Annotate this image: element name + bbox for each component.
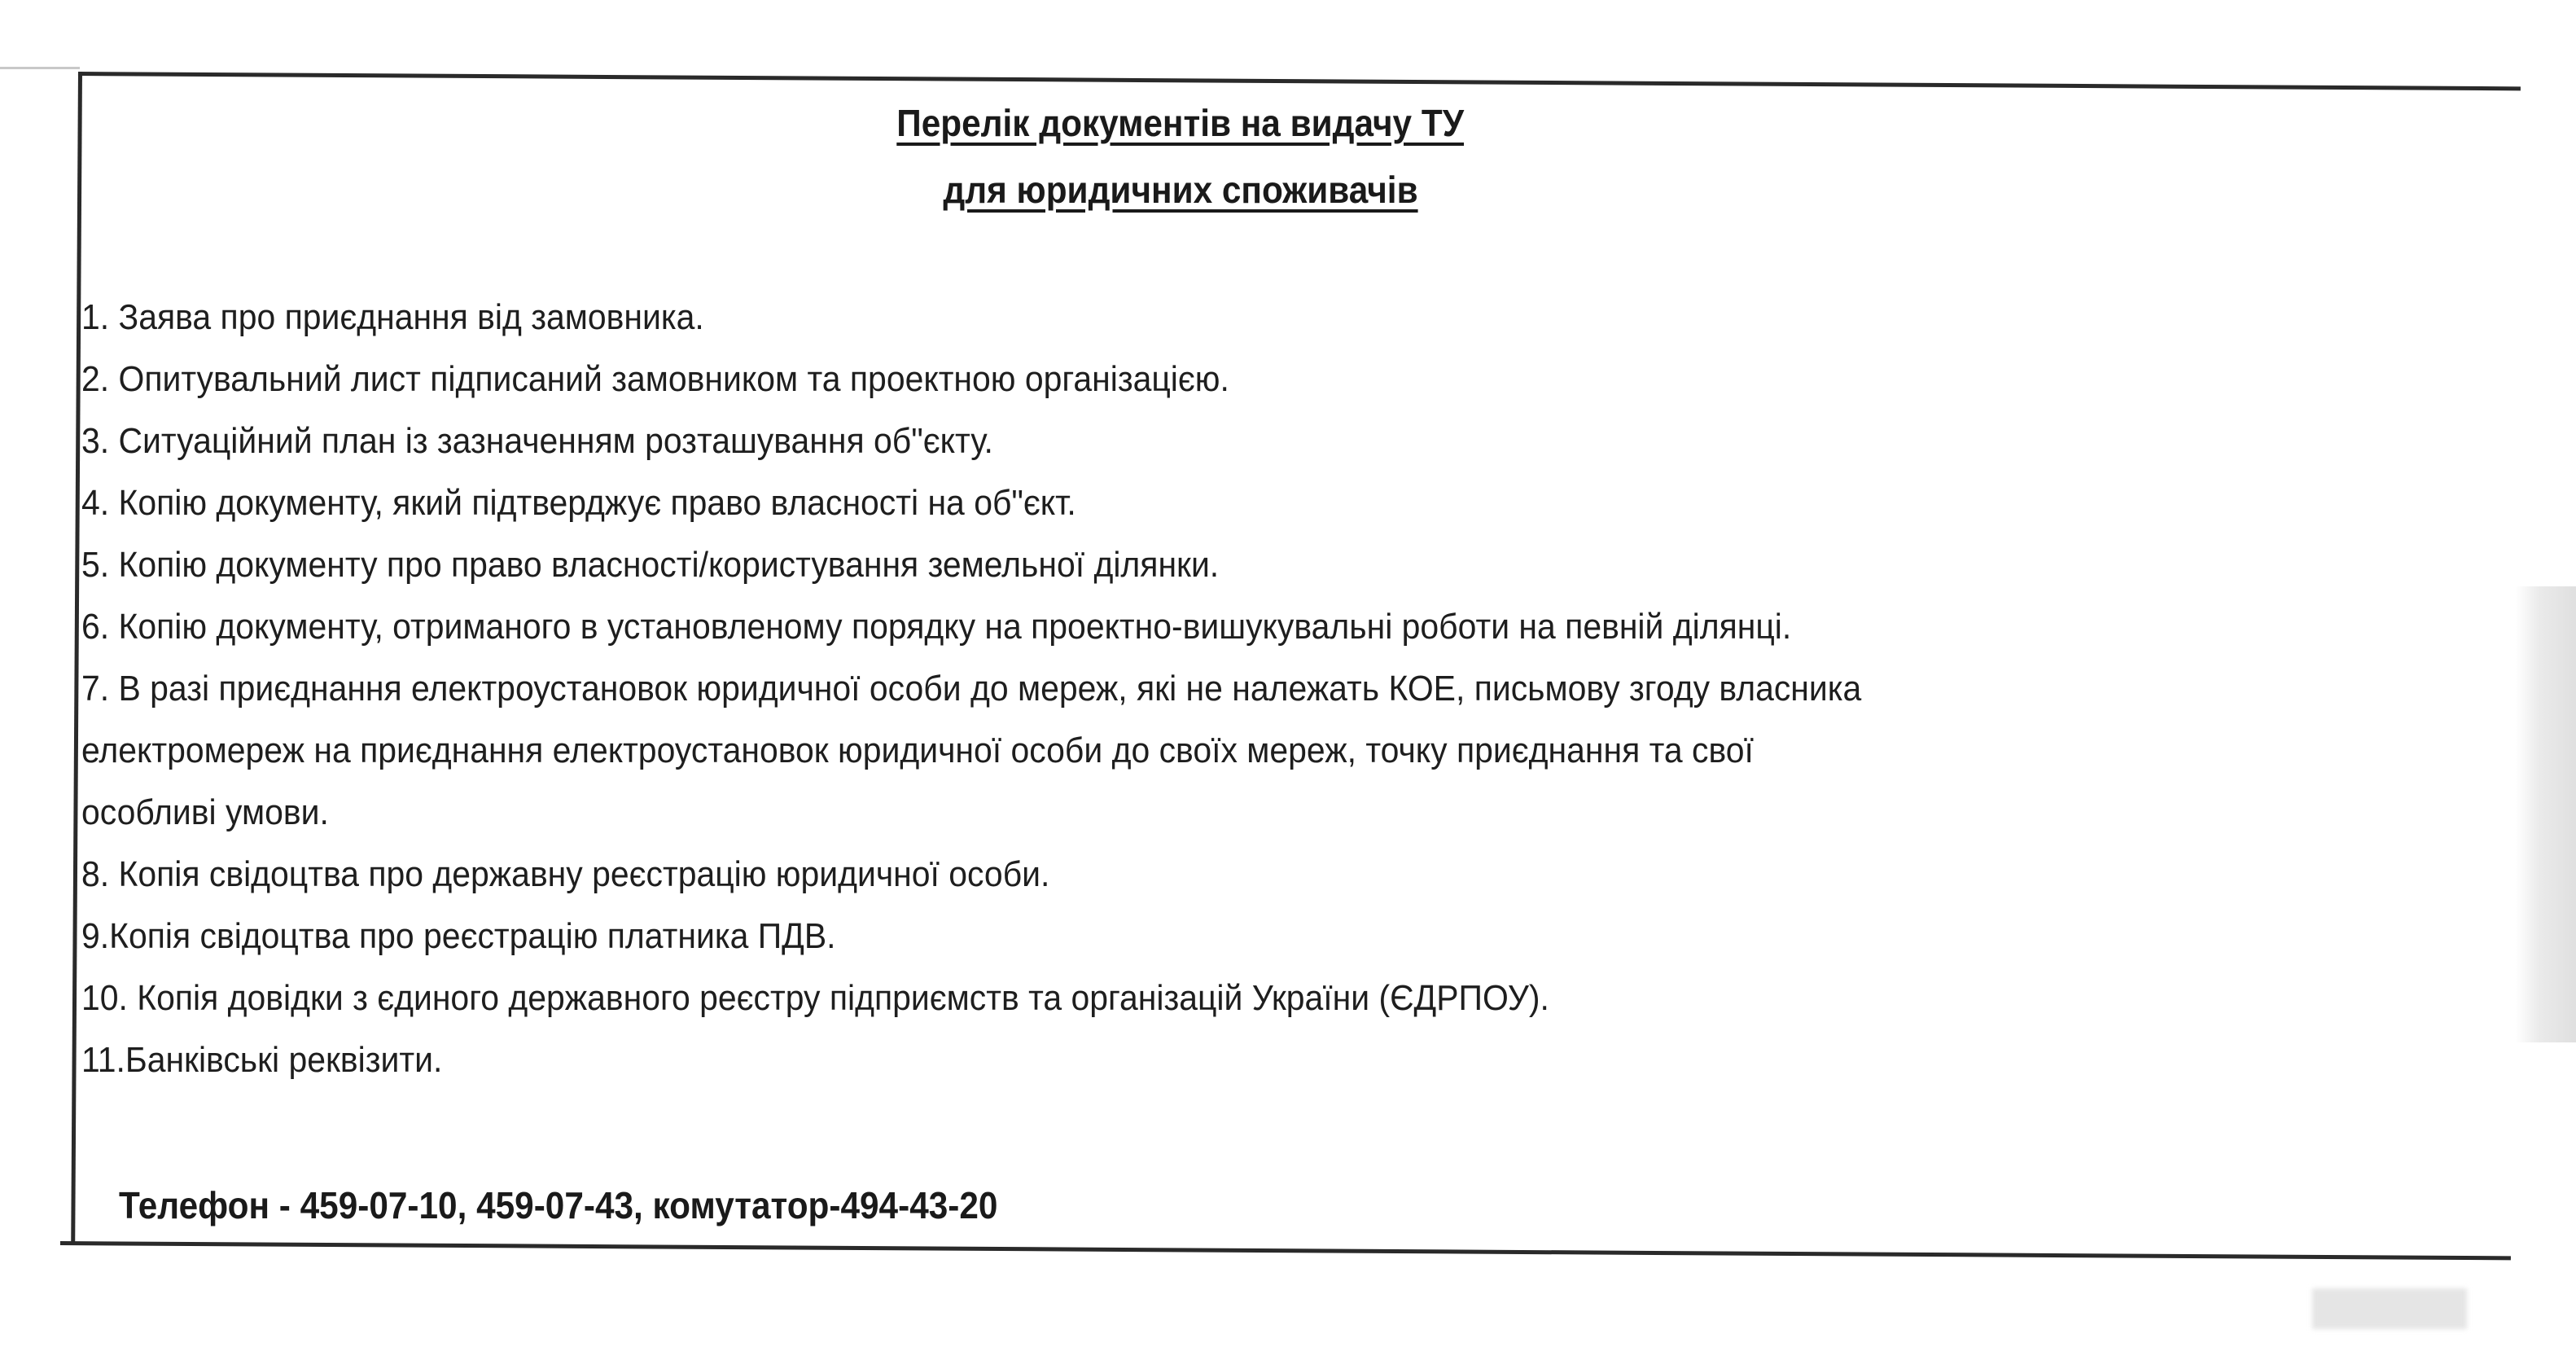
list-item-6: 6. Копію документу, отриманого в установленому порядку на проектно-вишукувальні роботи на певній ділянці.: [81, 607, 1792, 647]
list-item-8: 8. Копія свідоцтва про державну реєстрацію юридичної особи.: [81, 854, 1050, 894]
title-line-2: для юридичних споживачів: [943, 169, 1418, 211]
document-title: [0, 90, 2361, 223]
list-item-1: 1. Заява про приєднання від замовника.: [81, 297, 704, 337]
list-item-5: 5. Копію документу про право власності/користування земельної ділянки.: [81, 545, 1220, 585]
list-item-9: 9.Копія свідоцтва про реєстрацію платника ПДВ.: [81, 916, 836, 956]
list-item-7-line-3: особливі умови.: [81, 792, 329, 832]
document-list: [81, 287, 2491, 1091]
contact-phone-line: Телефон - 459-07-10, 459-07-43, комутатор-494-43-20: [119, 1184, 998, 1226]
scan-edge-line: [0, 67, 80, 69]
list-item-4: 4. Копію документу, який підтверджує право власності на об"єкт.: [81, 483, 1076, 523]
list-item-10: 10. Копія довідки з єдиного державного реєстру підприємств та організацій України (ЄДРПОУ).: [81, 978, 1549, 1018]
list-item-7-line-1: 7. В разі приєднання електроустановок юридичної особи до мереж, які не належать КОЕ, письмову згоду власника: [81, 669, 1862, 709]
list-item-3: 3. Ситуаційний план із зазначенням розташування об"єкту.: [81, 421, 993, 461]
scan-noise: [2516, 586, 2576, 1042]
list-item-7-line-2: електромереж на приєднання електроустановок юридичної особи до своїх мереж, точку приєднання та свої: [81, 731, 1754, 770]
list-item-11: 11.Банківські реквізити.: [81, 1040, 443, 1080]
scan-smudge: [2312, 1288, 2467, 1329]
title-line-1: Перелік документів на видачу ТУ: [896, 102, 1465, 144]
list-item-2: 2. Опитувальний лист підписаний замовником та проектною організацією.: [81, 359, 1229, 399]
